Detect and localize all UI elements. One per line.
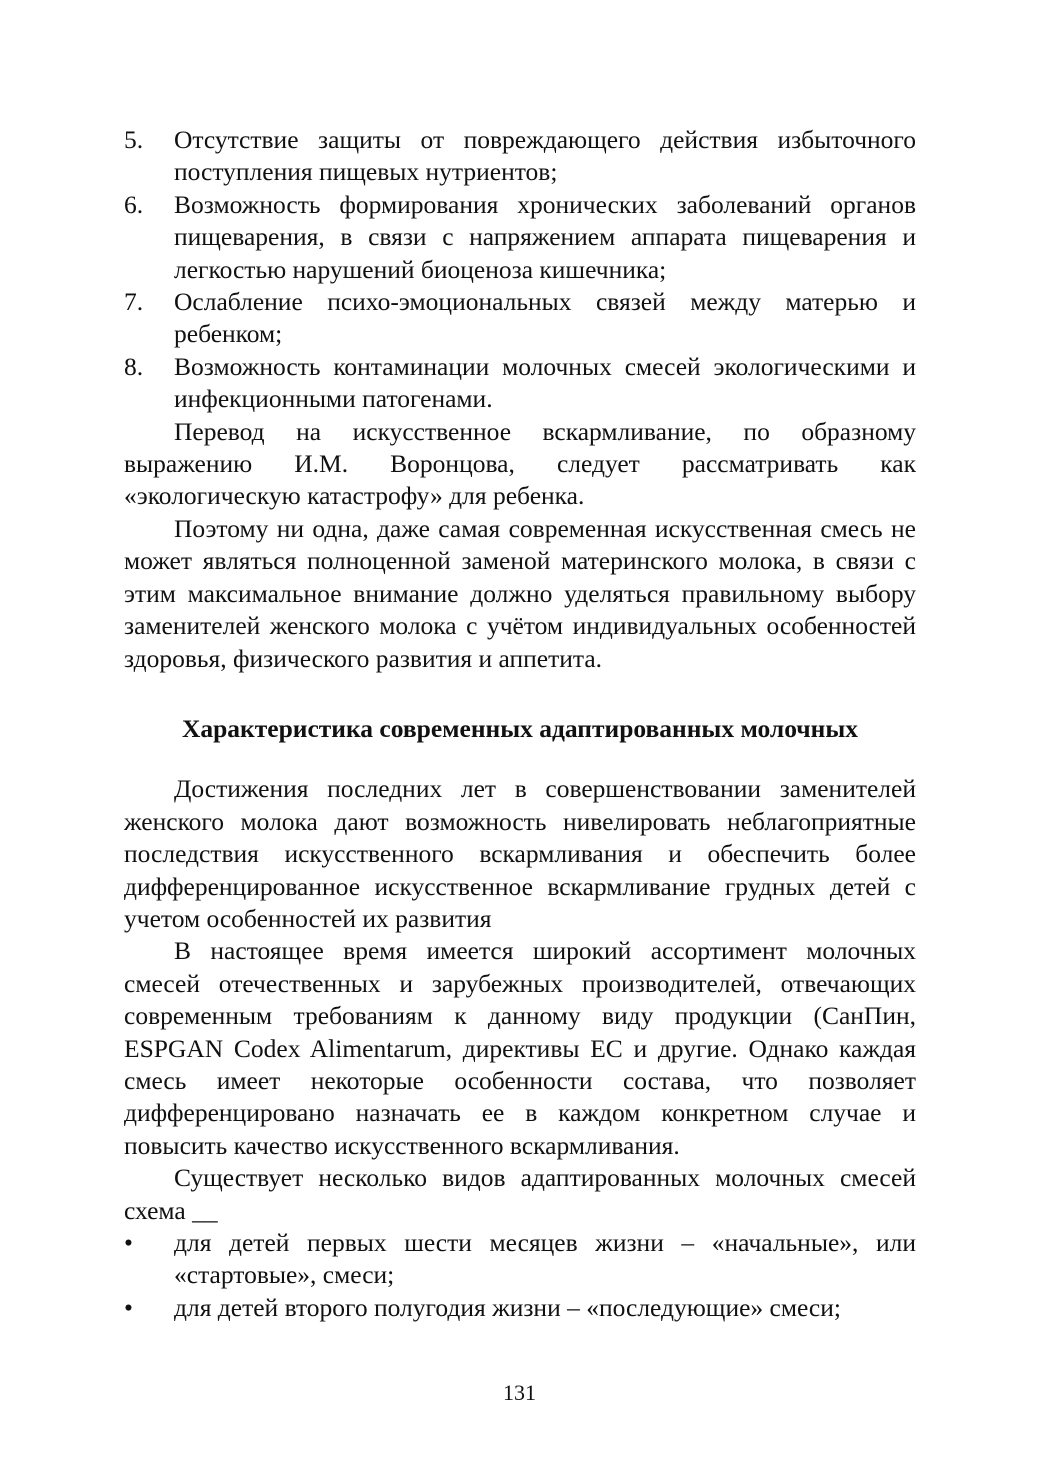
list-marker: 8. [124, 351, 144, 381]
bullet-item-text: для детей второго полугодия жизни – «последующие» смеси; [174, 1292, 841, 1322]
paragraph-replacement: Поэтому ни одна, даже самая современная искусственная смесь не может являться полноценной заменой материнского молока, в связи с этим максимальное внимание должно уделяться правильному выбору заменителей женского молока с учётом индивидуальных особенностей здоровья, физического развития и аппетита. [124, 513, 916, 673]
list-marker: 7. [124, 287, 144, 317]
list-item-8 [124, 351, 916, 416]
bullet-list [124, 1227, 916, 1324]
page-content [124, 124, 916, 1324]
paragraph-assortment: В настоящее время имеется широкий ассортимент молочных смесей отечественных и зарубежных производителей, отвечающих современным требованиям к данному виду продукции (СанПин, ESPGAN Codex Alimentarum, директивы ЕС и другие. Однако каждая смесь имеет некоторые особенности состава, что позволяет дифференцировано назначать ее в каждом конкретном случае и повысить качество искусственного вскармливания. [124, 936, 916, 1160]
list-marker: 5. [124, 125, 144, 154]
list-item-text: Возможность контаминации молочных смесей экологическими и инфекционными патогенами. [174, 351, 916, 414]
bullet-item-starter [124, 1227, 916, 1292]
bullet-item-followup [124, 1292, 916, 1324]
list-item-text: Отсутствие защиты от повреждающего действия избыточного поступления пищевых нутриентов; [174, 125, 916, 187]
list-item-7 [124, 286, 916, 351]
numbered-list [124, 124, 916, 416]
page-number: 131 [503, 1380, 536, 1405]
list-item-5 [124, 124, 916, 189]
list-item-text: Возможность формирования хронических заболеваний органов пищеварения, в связи с напряжением аппарата пищеварения и легкостью нарушений биоценоза кишечника; [174, 189, 916, 284]
list-item-text: Ослабление психо-эмоциональных связей между матерью и ребенком; [174, 287, 916, 349]
paragraph-types: Существует несколько видов адаптированных молочных смесей схема __ [124, 1163, 916, 1225]
paragraph-vorontsov: Перевод на искусственное вскармливание, по образному выражению И.М. Воронцова, следует рассматривать как «экологическую катастрофу» для ребенка. [124, 416, 916, 511]
list-marker: 6. [124, 189, 144, 219]
section-heading: Характеристика современных адаптированных молочных [181, 713, 859, 743]
paragraph-achievements: Достижения последних лет в совершенствовании заменителей женского молока дают возможность нивелировать неблагоприятные последствия искусственного вскармливания и обеспечить более дифференцированное искусственное вскармливание грудных детей с учетом особенностей их развития [124, 774, 916, 933]
bullet-marker: • [124, 1228, 133, 1257]
bullet-item-text: для детей первых шести месяцев жизни – «начальные», или «стартовые», смеси; [174, 1228, 916, 1290]
list-item-6 [124, 189, 916, 286]
bullet-marker: • [124, 1292, 133, 1322]
